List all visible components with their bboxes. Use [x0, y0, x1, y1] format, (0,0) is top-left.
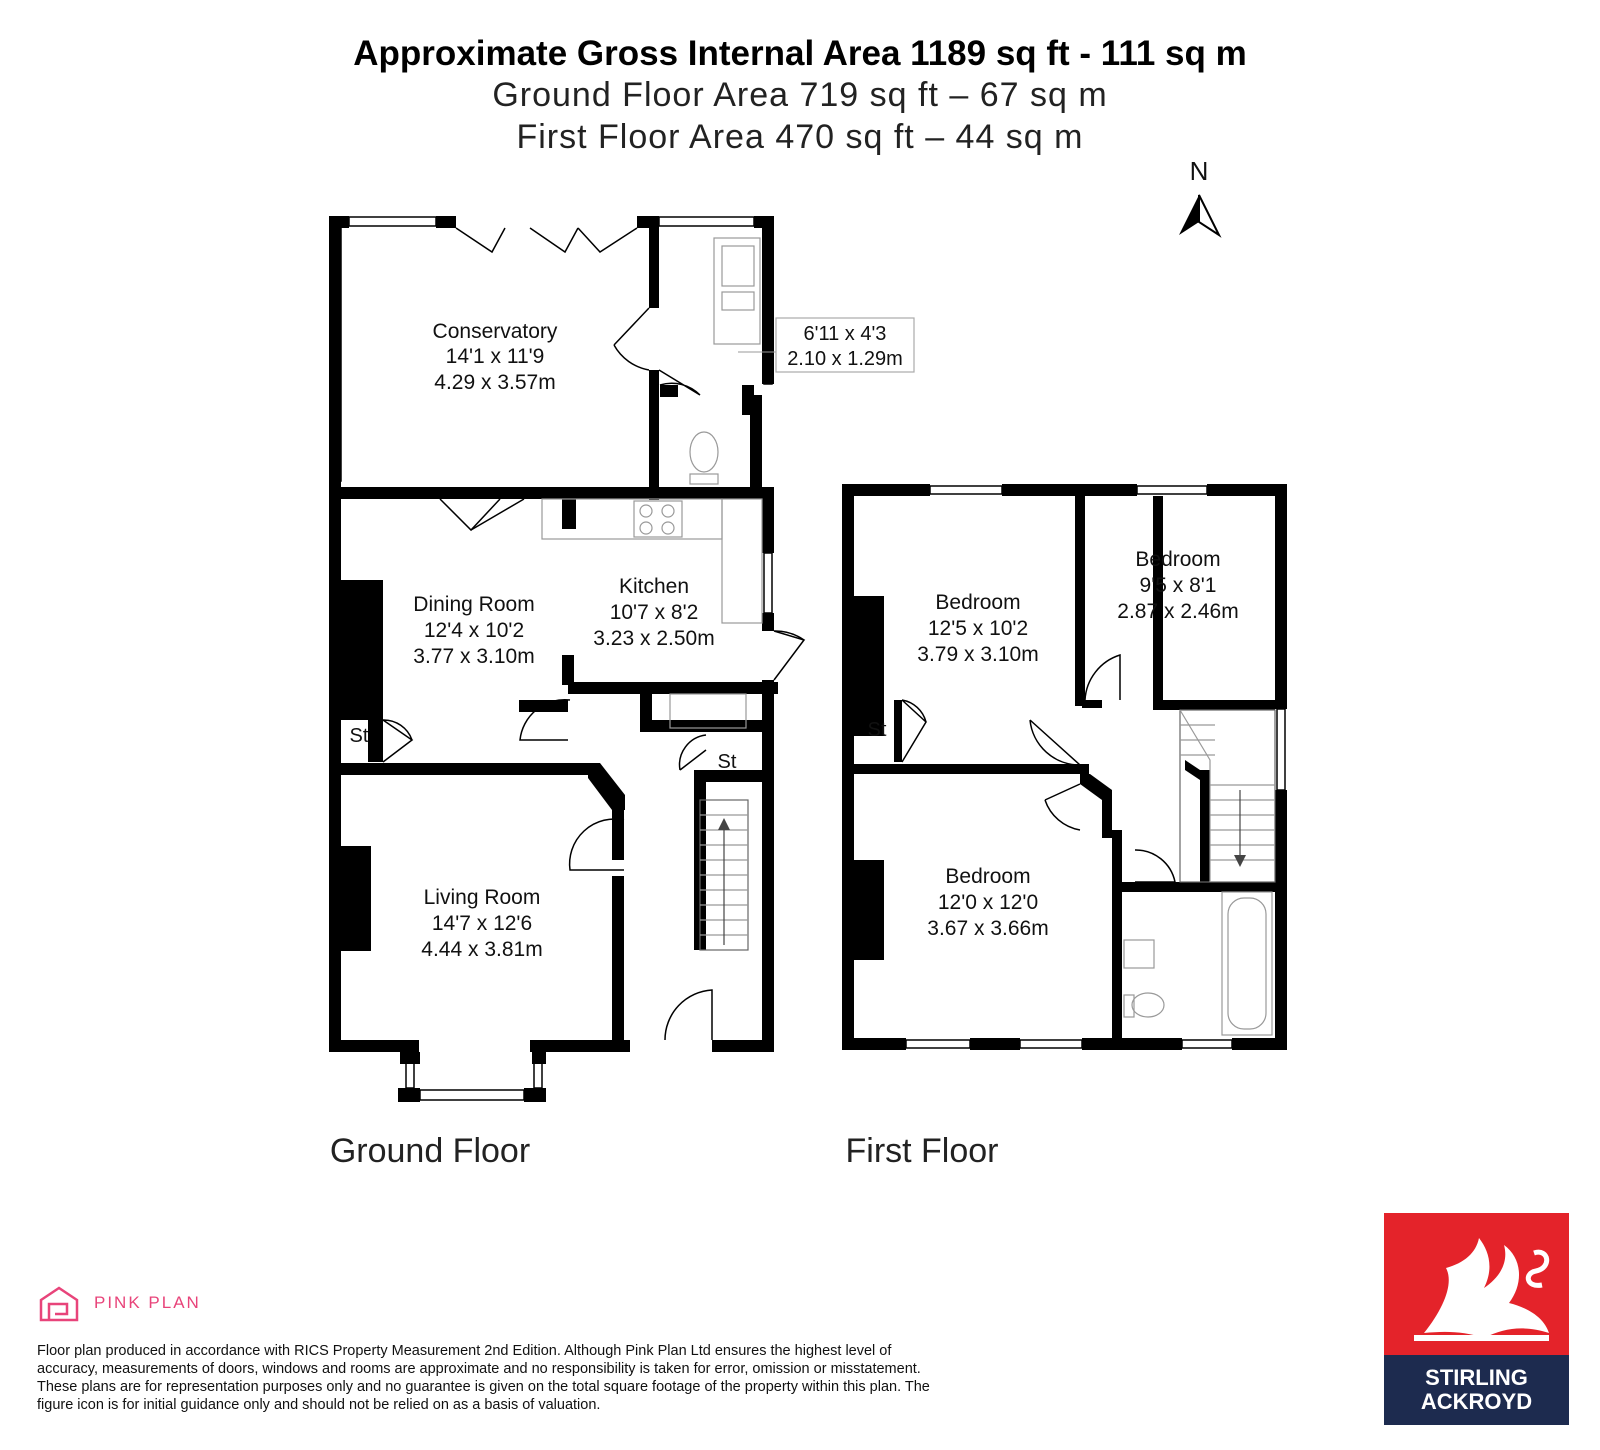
area-title: Approximate Gross Internal Area 1189 sq ft - 111 sq m [353, 34, 1247, 73]
conservatory-name: Conservatory [432, 320, 558, 343]
kitchen-name: Kitchen [618, 575, 690, 598]
bedroom-1-name: Bedroom [935, 591, 1021, 614]
bedroom-1-label [917, 591, 1038, 666]
ground-floor-area: Ground Floor Area 719 sq ft – 67 sq m [492, 76, 1108, 114]
basin-icon [1124, 940, 1154, 968]
wc-icon [690, 432, 718, 472]
wc-upstairs-icon [1132, 993, 1164, 1017]
bedroom-3-label [927, 865, 1048, 940]
first-floor-area: First Floor Area 470 sq ft – 44 sq m [516, 118, 1084, 156]
kitchen-metric: 3.23 x 2.50m [593, 627, 715, 650]
bedroom-1-imperial: 12'5 x 10'2 [927, 617, 1029, 640]
kitchen-label [593, 575, 714, 650]
living-room-label [421, 886, 542, 961]
dining-room-imperial: 12'4 x 10'2 [423, 619, 525, 642]
griffin-icon [1384, 1213, 1569, 1355]
pink-plan-text: PINK PLAN [94, 1293, 201, 1312]
ground-floor-windows [331, 217, 772, 1100]
ground-floor-plan [329, 216, 778, 1102]
store-label-dining: St [349, 725, 369, 747]
living-room-metric: 4.44 x 3.81m [421, 938, 543, 961]
compass-label: N [1189, 156, 1209, 186]
bedroom-2-name: Bedroom [1135, 548, 1221, 571]
bedroom-3-metric: 3.67 x 3.66m [927, 917, 1049, 940]
stirling-ackroyd-logo [1384, 1213, 1569, 1425]
north-compass-icon [1179, 156, 1219, 235]
conservatory-metric: 4.29 x 3.57m [434, 371, 556, 394]
pink-plan-logo-icon [37, 1284, 81, 1324]
ground-floor-label: Ground Floor [329, 1132, 531, 1170]
dining-room-label [413, 593, 534, 668]
bedroom-3-imperial: 12'0 x 12'0 [937, 891, 1039, 914]
utility-imperial: 6'11 x 4'3 [803, 323, 887, 345]
conservatory-imperial: 14'1 x 11'9 [445, 345, 545, 368]
agent-name-line2: ACKROYD [1420, 1389, 1533, 1414]
bedroom-3-name: Bedroom [945, 865, 1031, 888]
living-room-name: Living Room [423, 886, 541, 909]
disclaimer-text: Floor plan produced in accordance with RICS Property Measurement 2nd Edition. Although Pink Plan Ltd ensures the highest level of accuracy, measurements of doors, windows and rooms are approximate and no responsibility is taken for error, omission or misstatement. These plans are for representation purposes only and no guarantee is given on the total square footage of the property within this plan. The figure icon is for initial guidance only and should not be relied on as a basis of valuation. [37, 1343, 930, 1413]
utility-sink-icon [722, 246, 754, 286]
store-label-hall: St [717, 751, 737, 773]
bedroom-2-metric: 2.87 x 2.46m [1117, 600, 1239, 623]
agent-name-line1: STIRLING [1425, 1365, 1528, 1390]
first-floor-fittings [1124, 710, 1275, 1035]
bedroom-2-label [1117, 548, 1238, 623]
store-label-first: St [867, 719, 887, 741]
kitchen-imperial: 10'7 x 8'2 [609, 601, 699, 624]
conservatory-label [433, 320, 558, 394]
first-floor-label: First Floor [845, 1132, 999, 1170]
griffin-emblem [1384, 1213, 1569, 1355]
living-room-imperial: 14'7 x 12'6 [431, 912, 533, 935]
agent-name-block [1384, 1355, 1569, 1425]
utility-metric: 2.10 x 1.29m [787, 348, 903, 370]
bedroom-2-imperial: 9'5 x 8'1 [1139, 574, 1217, 597]
bath-icon [1222, 892, 1272, 1035]
bedroom-1-metric: 3.79 x 3.10m [917, 643, 1039, 666]
dining-room-metric: 3.77 x 3.10m [413, 645, 535, 668]
dining-room-name: Dining Room [413, 593, 535, 616]
